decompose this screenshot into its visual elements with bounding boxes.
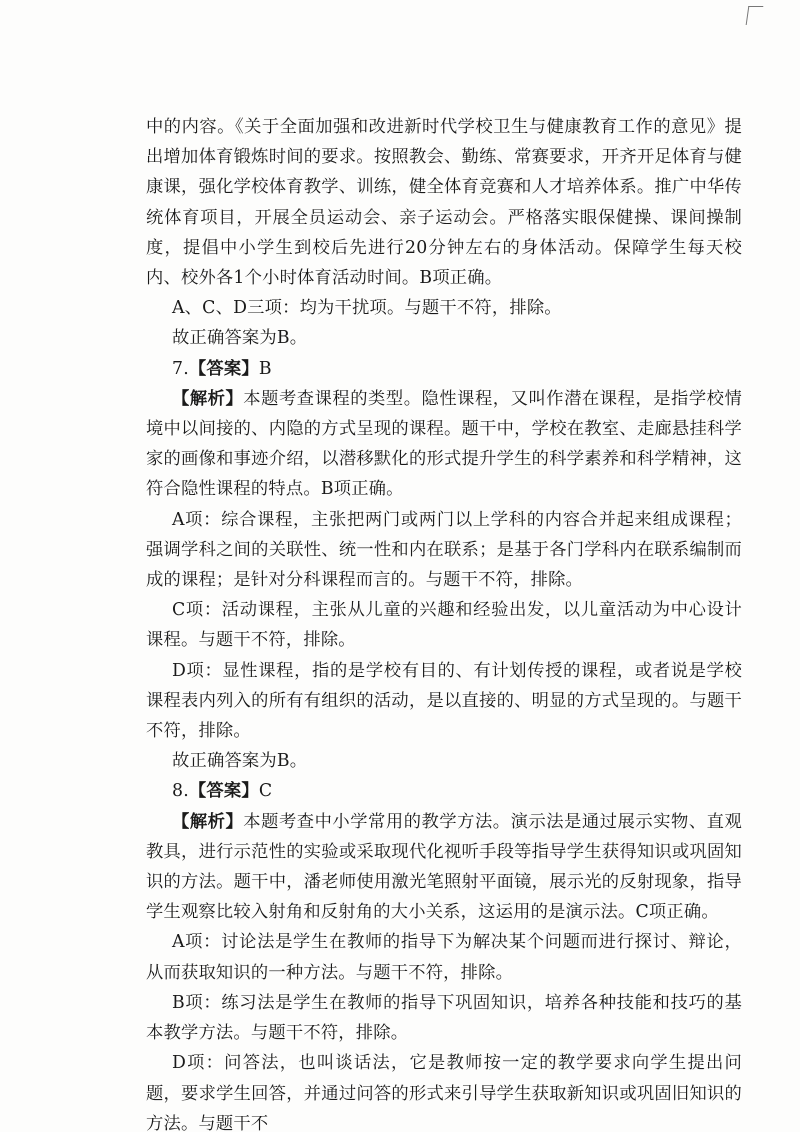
q8-answer-tag: 【答案】 <box>188 781 259 802</box>
q7-answer-line <box>146 354 742 384</box>
q8-option-d: D项：问答法，也叫谈话法，它是教师按一定的教学要求向学生提出问题，要求学生回答，并通过问答的形式来引导学生获取新知识或巩固旧知识的方法。与题干不 <box>146 1053 742 1134</box>
q8-option-a: A项：讨论法是学生在教师的指导下为解决某个问题而进行探讨、辩论，从而获取知识的一种方法。与题干不符，排除。 <box>146 932 742 983</box>
q7-analysis <box>146 384 742 505</box>
q7-number: 7. <box>172 358 189 379</box>
q8-number: 8. <box>172 781 189 802</box>
q8-option-b: B项：练习法是学生在教师的指导下巩固知识，培养各种技能和技巧的基本教学方法。与题干不符，排除。 <box>146 992 742 1044</box>
q7-conclusion: 故正确答案为B。 <box>172 751 308 772</box>
q7-option-c: C项：活动课程，主张从儿童的兴趣和经验出发，以儿童活动为中心设计课程。与题干不符，排除。 <box>146 600 742 651</box>
q8-analysis-text: 本题考查中小学常用的教学方法。演示法是通过展示实物、直观教具，进行示范性的实验或采取现代化视听手段等指导学生获得知识或巩固知识的方法。题干中，潘老师使用激光笔照射平面镜，展示光的反射现象，指导学生观察比较入射角和反射角的大小关系，这运用的是演示法。C项正确。 <box>146 811 742 923</box>
document-body <box>146 112 742 1139</box>
q7-analysis-text: 本题考查课程的类型。隐性课程，又叫作潜在课程，是指学校情境中以间接的、内隐的方式呈现的课程。题干中，学校在教室、走廊悬挂科学家的画像和事迹介绍，以潜移默化的形式提升学生的科学素养和科学精神，这符合隐性课程的特点。B项正确。 <box>146 388 742 500</box>
q7-analysis-tag: 【解析】 <box>172 388 244 409</box>
q7-option-a: A项：综合课程，主张把两门或两门以上学科的内容合并起来组成课程；强调学科之间的关联性、统一性和内在联系；是基于各门学科内在联系编制而成的课程；是针对分科课程而言的。与题干不符，排除。 <box>146 509 742 591</box>
distractor-note: A、C、D三项：均为干扰项。与题干不符，排除。 <box>172 298 562 319</box>
q7-option-d: D项：显性课程，指的是学校有目的、有计划传授的课程，或者说是学校课程表内列入的所有有组织的活动，是以直接的、明显的方式呈现的。与题干不符，排除。 <box>146 660 742 742</box>
conclusion-q6: 故正确答案为B。 <box>172 328 308 349</box>
corner-fold-mark <box>746 6 764 25</box>
continued-paragraph: 中的内容。《关于全面加强和改进新时代学校卫生与健康教育工作的意见》提出增加体育锻炼时间的要求。按照教会、勤练、常赛要求，开齐开足体育与健康课，强化学校体育教学、训练，健全体育竞赛和人才培养体系。推广中华传统体育项目，开展全员运动会、亲子运动会。严格落实眼保健操、课间操制度，提倡中小学生到校后先进行20分钟左右的身体活动。保障学生每天校内、校外各1个小时体育活动时间。B项正确。 <box>146 117 742 289</box>
q8-analysis-tag: 【解析】 <box>172 811 244 832</box>
q7-answer: B <box>258 358 272 379</box>
q7-answer-tag: 【答案】 <box>188 358 259 379</box>
q8-analysis <box>146 807 742 928</box>
q8-answer: C <box>258 781 273 802</box>
q8-answer-line <box>146 776 742 806</box>
